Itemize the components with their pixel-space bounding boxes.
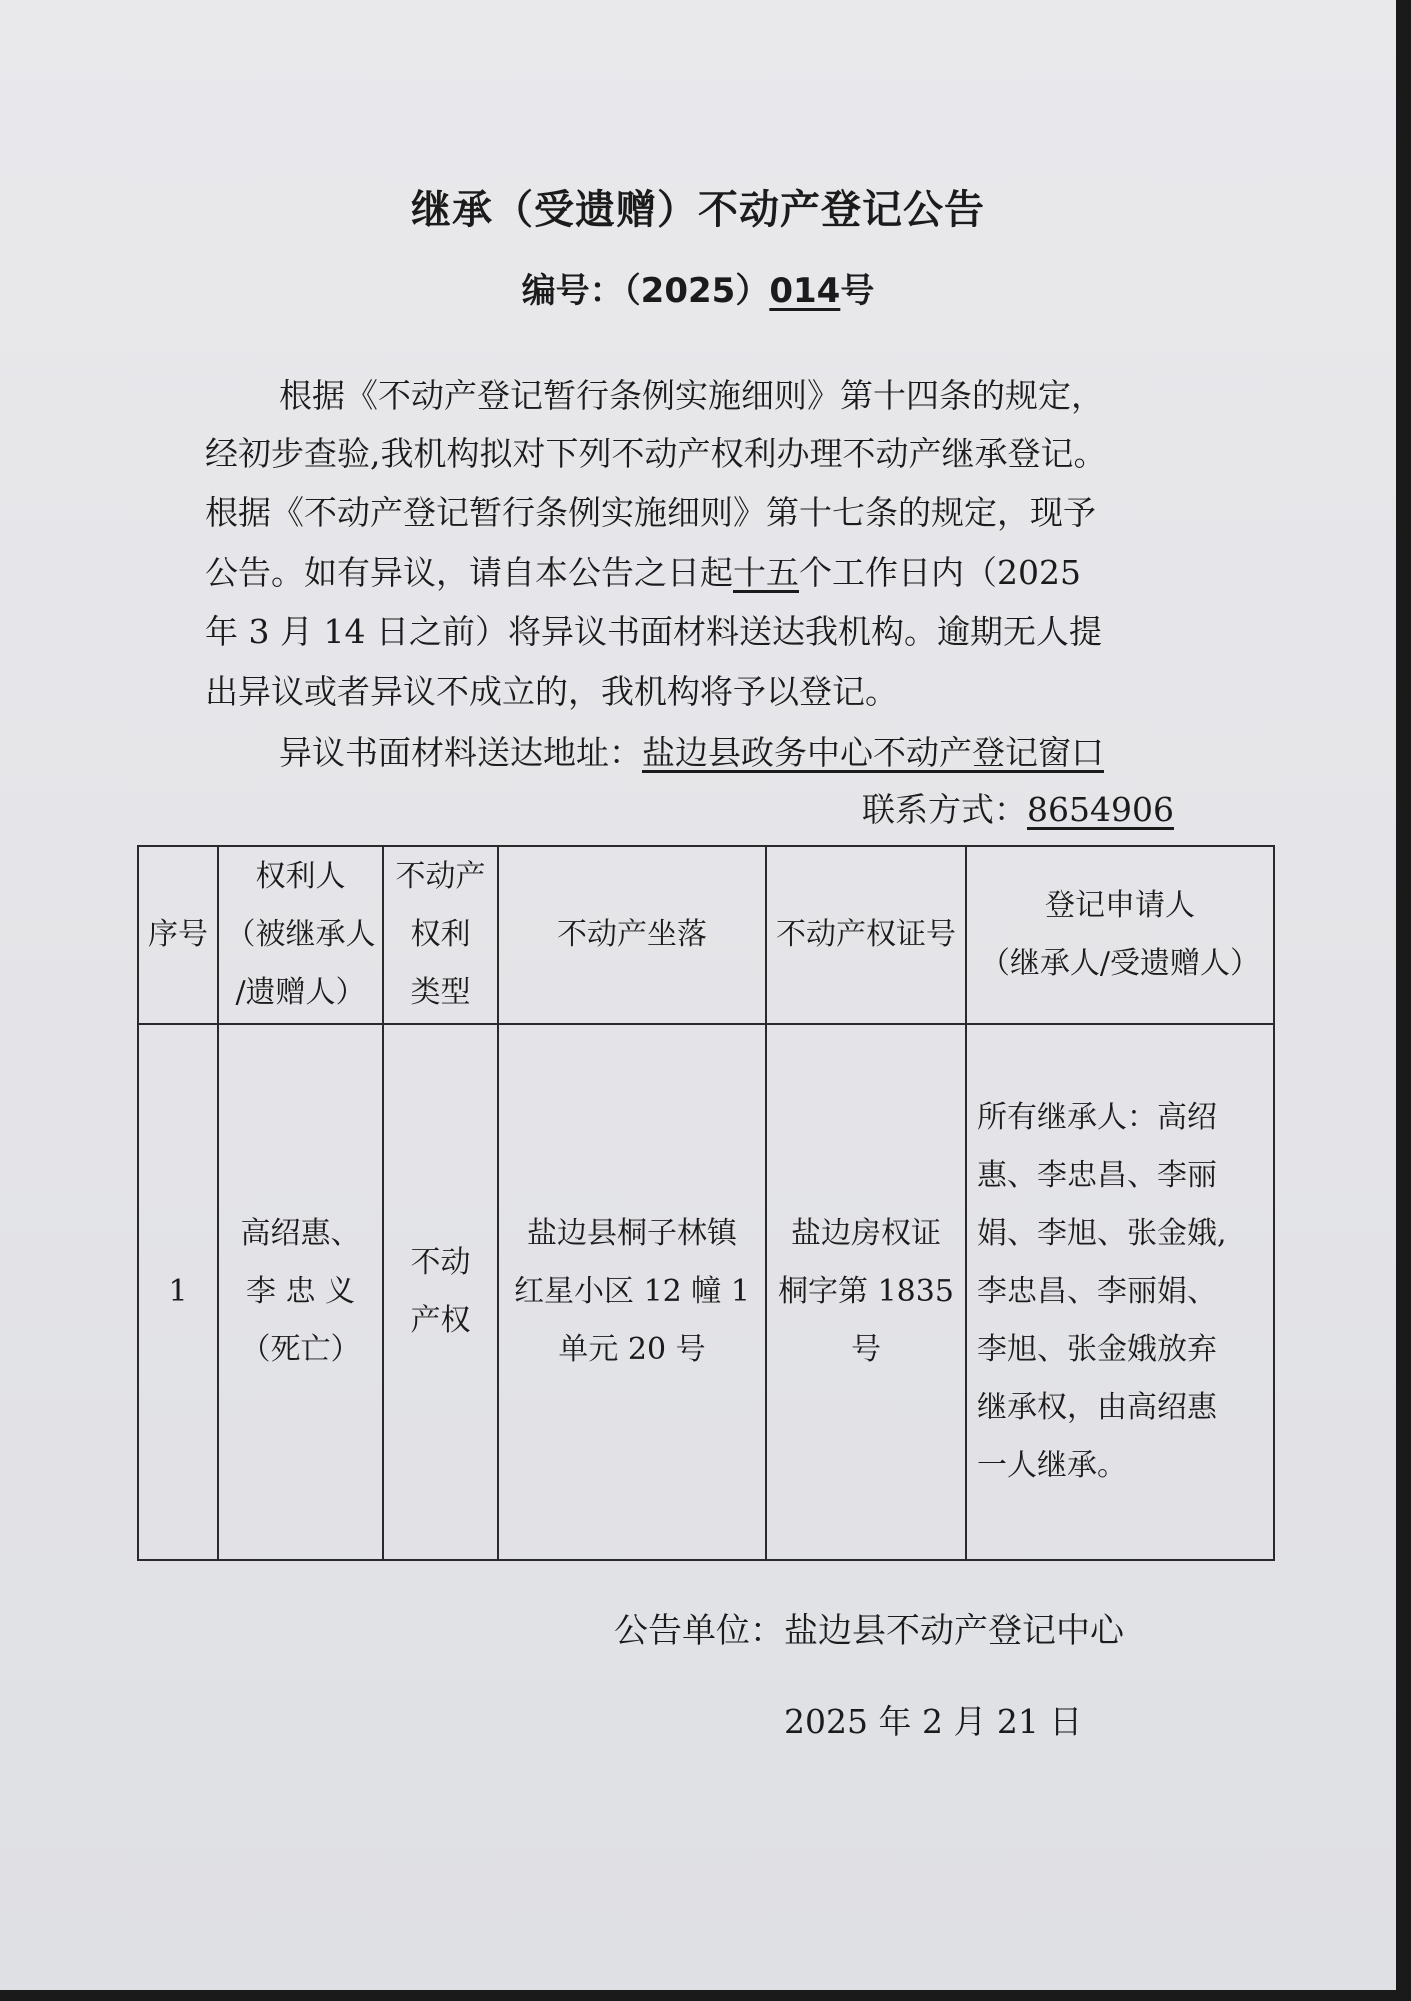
address-line: [279, 733, 1104, 773]
cell-cert-line: 桐字第 1835: [778, 1274, 954, 1309]
cell-type-line: 不动: [410, 1245, 471, 1280]
cell-certificate: [766, 1024, 966, 1560]
header-certificate: 不动产权证号: [766, 846, 966, 1024]
registration-table: [137, 845, 1275, 1561]
cell-applicant-line: 所有继承人：高绍: [977, 1100, 1217, 1135]
table-row: [138, 1024, 1274, 1560]
deadline-days: 十五: [733, 553, 799, 592]
document-number: [0, 263, 1396, 312]
cell-location: [498, 1024, 766, 1560]
body-line-2: 经初步查验,我机构拟对下列不动产权利办理不动产继承登记。: [205, 434, 1107, 473]
cell-applicant-line: 李忠昌、李丽娟、: [977, 1274, 1217, 1309]
header-holder: [218, 846, 383, 1024]
body-line-6: 出异议或者异议不成立的，我机构将予以登记。: [205, 672, 898, 711]
cell-applicant-line: 娟、李旭、张金娥,: [977, 1216, 1227, 1251]
header-seq: 序号: [138, 846, 218, 1024]
cell-location-line: 红星小区 12 幢 1: [514, 1274, 750, 1309]
header-applicant-line: 登记申请人: [1045, 888, 1195, 923]
header-applicant-line: （继承人/受遗赠人）: [979, 946, 1261, 981]
cell-seq: 1: [138, 1024, 218, 1560]
body-line-4: [205, 553, 1081, 593]
address-value: 盐边县政务中心不动产登记窗口: [642, 733, 1104, 772]
cell-holder-line: 李 忠 义: [245, 1274, 356, 1309]
cell-applicant-line: 李旭、张金娥放弃: [977, 1332, 1217, 1367]
body-line-4-end: 个工作日内（2025: [799, 553, 1081, 592]
cell-holder-line: 高绍惠、: [240, 1216, 361, 1251]
header-holder-line: /遗赠人）: [235, 975, 366, 1010]
header-holder-line: （被继承人: [225, 917, 376, 952]
header-applicant: [966, 846, 1274, 1024]
notice-title: 继承（受遗赠）不动产登记公告: [411, 187, 985, 233]
header-location: 不动产坐落: [498, 846, 766, 1024]
cell-applicant-line: 继承权，由高绍惠: [977, 1390, 1217, 1425]
header-type-line: 权利: [410, 917, 471, 952]
doc-number-prefix: 编号：（2025）: [521, 271, 770, 311]
header-type-line: 类型: [410, 975, 471, 1010]
issue-date: 2025 年 2 月 21 日: [784, 1702, 1083, 1741]
cell-applicant-line: 一人继承。: [977, 1448, 1127, 1483]
cell-cert-line: 号: [851, 1332, 881, 1367]
contact-line: [862, 790, 1174, 830]
header-type-line: 不动产: [395, 859, 486, 894]
cell-applicant-line: 惠、李忠昌、李丽: [977, 1158, 1217, 1193]
header-holder-line: 权利人: [255, 859, 346, 894]
cell-location-line: 单元 20 号: [558, 1332, 706, 1367]
contact-value: 8654906: [1027, 790, 1174, 829]
doc-number-suffix: 号: [840, 271, 875, 311]
doc-number-value: 014: [769, 271, 841, 311]
cell-type-line: 产权: [410, 1303, 471, 1338]
cell-holder: [218, 1024, 383, 1560]
body-line-3: 根据《不动产登记暂行条例实施细则》第十七条的规定，现予: [205, 493, 1096, 532]
table-header-row: [138, 846, 1274, 1024]
cell-holder-line: （死亡）: [240, 1332, 361, 1367]
contact-label: 联系方式：: [862, 790, 1027, 829]
body-line-5: 年 3 月 14 日之前）将异议书面材料送达我机构。逾期无人提: [205, 612, 1102, 651]
cell-location-line: 盐边县桐子林镇: [527, 1216, 737, 1251]
issuing-unit: 公告单位：盐边县不动产登记中心: [614, 1611, 1124, 1651]
header-right-type: [383, 846, 498, 1024]
cell-cert-line: 盐边房权证: [791, 1216, 941, 1251]
body-line-4-start: 公告。如有异议，请自本公告之日起: [205, 553, 733, 592]
cell-right-type: [383, 1024, 498, 1560]
body-line-1: 根据《不动产登记暂行条例实施细则》第十四条的规定，: [279, 376, 1104, 415]
cell-applicant: [966, 1024, 1274, 1560]
address-label: 异议书面材料送达地址：: [279, 733, 642, 772]
